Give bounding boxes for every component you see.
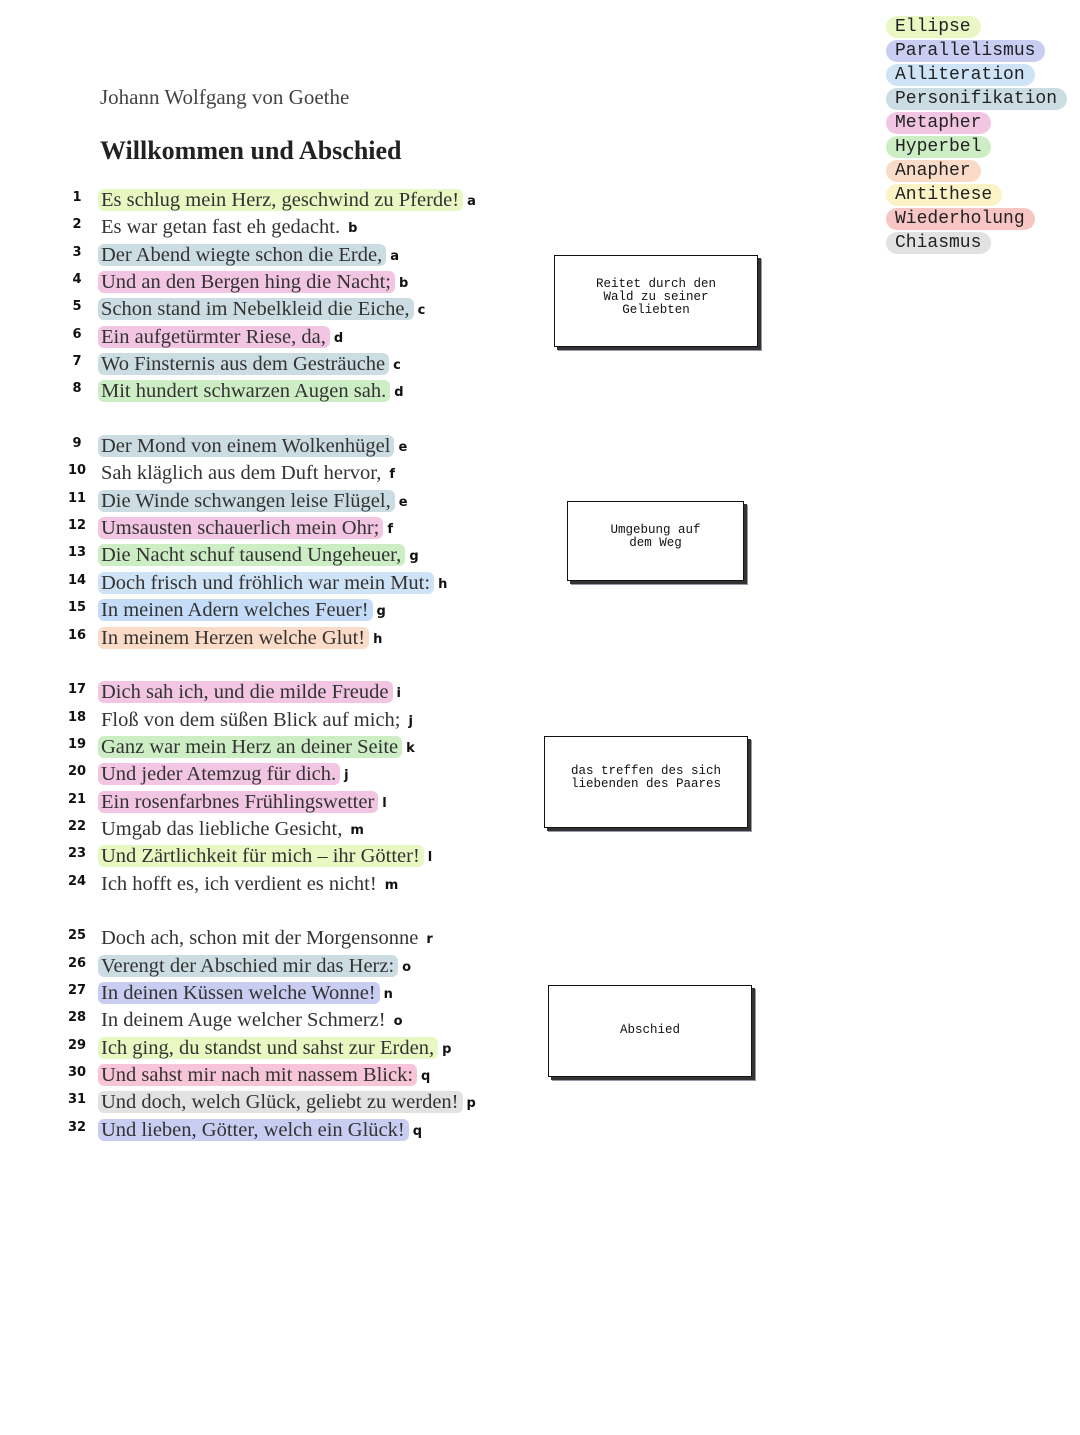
line-number: 17 [67, 682, 87, 698]
poem-line [66, 788, 546, 815]
line-text-wrap [98, 1089, 476, 1118]
line-text: Es schlug mein Herz, geschwind zu Pferde! [98, 189, 463, 211]
legend-label: Wiederholung [886, 208, 1035, 230]
line-text-wrap [98, 980, 393, 1009]
legend-label: Ellipse [886, 16, 981, 38]
line-text-wrap [98, 324, 343, 353]
legend-label: Parallelismus [886, 40, 1045, 62]
note-text: das treffen des sich liebenden des Paares [570, 764, 722, 791]
rhyme-letter: k [406, 740, 415, 756]
poem-line [66, 541, 546, 568]
line-text: Der Mond von einem Wolkenhügel [98, 435, 394, 457]
poem-line [66, 432, 546, 459]
rhyme-letter: b [398, 276, 409, 292]
rhyme-letter: o [402, 959, 412, 975]
line-text: Und doch, welch Glück, geliebt zu werden! [98, 1091, 463, 1113]
line-text-wrap [98, 1062, 430, 1091]
line-text: Ich hofft es, ich verdient es nicht! [101, 872, 377, 895]
legend-label: Anapher [886, 160, 981, 182]
line-text-wrap [98, 1117, 422, 1146]
poem-line [66, 350, 546, 377]
line-number: 16 [67, 627, 87, 643]
line-number: 12 [67, 518, 87, 534]
note-text: Abschied [619, 1023, 680, 1037]
line-text-wrap [98, 597, 386, 626]
rhyme-letter: c [393, 358, 401, 374]
rhyme-letter: h [373, 631, 383, 647]
rhyme-letter: f [387, 522, 394, 538]
line-number: 18 [67, 709, 87, 725]
line-number: 11 [67, 490, 87, 506]
line-text: Verengt der Abschied mir das Herz: [98, 955, 398, 977]
legend-label: Chiasmus [886, 232, 991, 254]
line-text-wrap [98, 187, 476, 216]
poem-line [66, 1088, 546, 1115]
poem-line [66, 952, 546, 979]
line-text-wrap [98, 679, 401, 708]
rhyme-letter: h [438, 576, 448, 592]
poem-line [66, 815, 546, 842]
rhyme-letter: m [384, 877, 399, 893]
note-text: Reitet durch den Wald zu seiner Geliebten [595, 277, 717, 317]
legend-item [886, 112, 1076, 136]
line-number: 22 [67, 818, 87, 834]
line-text-wrap [98, 816, 364, 845]
rhyme-letter: d [394, 385, 404, 401]
line-text: Sah kläglich aus dem Duft hervor, [101, 462, 382, 485]
poem-line [66, 377, 546, 404]
line-number: 28 [67, 1010, 87, 1026]
line-text: Und Zärtlichkeit für mich – ihr Götter! [98, 845, 424, 867]
note-stanza-2 [567, 501, 744, 581]
poem-line [66, 733, 546, 760]
rhyme-letter: b [348, 221, 358, 237]
line-text-wrap [98, 378, 404, 407]
poem-line [66, 569, 546, 596]
line-text: Und an den Bergen hing die Nacht; [98, 271, 395, 293]
line-text: Der Abend wiegte schon die Erde, [98, 244, 386, 266]
rhyme-letter: l [427, 850, 433, 866]
poem-line [66, 1034, 546, 1061]
note-stanza-4 [548, 985, 752, 1077]
line-text-wrap [98, 953, 411, 982]
rhyme-letter: e [398, 440, 408, 456]
line-text: Mit hundert schwarzen Augen sah. [98, 380, 390, 402]
line-text-wrap [98, 515, 393, 544]
line-text-wrap [98, 761, 349, 790]
poem-line [66, 924, 546, 951]
line-number: 25 [67, 928, 87, 944]
line-number: 6 [72, 326, 82, 342]
note-text: Umgebung auf dem Weg [610, 523, 701, 550]
rhyme-letter: q [412, 1123, 423, 1139]
poem-body [66, 186, 546, 1143]
legend [886, 16, 1076, 256]
legend-item [886, 136, 1076, 160]
poem-line [66, 870, 546, 897]
line-text: Ein aufgetürmter Riese, da, [98, 326, 330, 348]
rhyme-letter: r [426, 932, 433, 948]
line-text: Wo Finsternis aus dem Gesträuche [98, 353, 389, 375]
poem-line [66, 1116, 546, 1143]
line-number: 23 [67, 846, 87, 862]
line-number: 20 [67, 764, 87, 780]
note-stanza-1 [554, 255, 758, 347]
legend-label: Antithese [886, 184, 1002, 206]
line-text-wrap [98, 1035, 451, 1064]
line-number: 29 [67, 1037, 87, 1053]
line-text-wrap [98, 433, 407, 462]
rhyme-letter: o [393, 1014, 403, 1030]
rhyme-letter: q [421, 1069, 431, 1084]
line-text: Es war getan fast eh gedacht. [101, 216, 341, 239]
legend-label: Metapher [886, 112, 991, 134]
line-number: 13 [67, 545, 87, 561]
rhyme-letter: g [409, 549, 419, 565]
line-text-wrap [98, 1007, 403, 1036]
rhyme-letter: g [376, 604, 386, 620]
legend-item [886, 184, 1076, 208]
line-text-wrap [98, 488, 408, 517]
line-text-wrap [98, 351, 401, 380]
line-number: 2 [72, 217, 82, 233]
poem-line [66, 624, 546, 651]
poem-line [66, 241, 546, 268]
line-text: Dich sah ich, und die milde Freude [98, 681, 393, 703]
line-number: 5 [72, 299, 82, 315]
rhyme-letter: j [408, 713, 413, 729]
legend-item [886, 232, 1076, 256]
line-text: Und jeder Atemzug für dich. [98, 763, 340, 785]
legend-item [886, 160, 1076, 184]
line-text: Umgab das liebliche Gesicht, [101, 817, 343, 840]
note-stanza-3 [544, 736, 748, 828]
line-text: In meinen Adern welches Feuer! [98, 599, 373, 621]
line-text-wrap [98, 570, 447, 599]
rhyme-letter: d [333, 330, 344, 346]
rhyme-letter: e [398, 494, 408, 510]
poem-line [66, 596, 546, 623]
poem-line [66, 323, 546, 350]
line-text-wrap [98, 734, 415, 763]
rhyme-letter: l [382, 795, 387, 811]
line-number: 4 [72, 272, 82, 288]
legend-item [886, 88, 1076, 112]
line-number: 14 [67, 572, 87, 588]
line-number: 19 [67, 736, 87, 752]
line-number: 10 [67, 463, 87, 479]
rhyme-letter: n [383, 986, 393, 1002]
rhyme-letter: c [417, 303, 426, 319]
line-text-wrap [98, 542, 419, 571]
rhyme-letter: a [390, 248, 399, 264]
line-number: 1 [72, 190, 82, 205]
poem-line [66, 706, 546, 733]
line-text: In deinem Auge welcher Schmerz! [101, 1009, 386, 1032]
legend-item [886, 40, 1076, 64]
line-number: 32 [67, 1119, 87, 1135]
line-text-wrap [98, 242, 399, 271]
poem-line [66, 459, 546, 486]
poem-author: Johann Wolfgang von Goethe [100, 85, 350, 109]
line-text: Schon stand im Nebelkleid die Eiche, [98, 298, 414, 320]
line-text-wrap [98, 789, 387, 818]
legend-label: Personifikation [886, 88, 1067, 110]
poem-line [66, 678, 546, 705]
poem-line [66, 760, 546, 787]
line-number: 7 [72, 354, 82, 370]
line-number: 31 [67, 1092, 87, 1108]
line-text: Floß von dem süßen Blick auf mich; [101, 708, 401, 731]
line-text: In meinem Herzen welche Glut! [98, 627, 369, 649]
line-text: In deinen Küssen welche Wonne! [98, 982, 380, 1004]
line-text: Ein rosenfarbnes Frühlingswetter [98, 791, 378, 813]
line-number: 26 [67, 955, 87, 971]
line-text: Doch ach, schon mit der Morgensonne [101, 927, 419, 950]
line-text: Doch frisch und fröhlich war mein Mut: [98, 572, 434, 594]
poem-line [66, 268, 546, 295]
line-text: Die Winde schwangen leise Flügel, [98, 490, 395, 512]
poem-line [66, 1006, 546, 1033]
rhyme-letter: j [344, 768, 349, 784]
poem-title: Willkommen und Abschied [100, 136, 402, 165]
line-text: Ich ging, du standst und sahst zur Erden, [98, 1037, 438, 1059]
line-text-wrap [98, 460, 395, 489]
line-number: 21 [67, 791, 87, 807]
legend-label: Hyperbel [886, 136, 991, 158]
poem-line [66, 186, 546, 213]
poem-line [66, 514, 546, 541]
line-text: Ganz war mein Herz an deiner Seite [98, 736, 402, 758]
legend-item [886, 208, 1076, 232]
line-text-wrap [98, 707, 413, 736]
line-text-wrap [98, 925, 433, 954]
poem-line [66, 979, 546, 1006]
poem-line [66, 842, 546, 869]
poem-line [66, 295, 546, 322]
line-text-wrap [98, 843, 432, 872]
line-text-wrap [98, 214, 357, 243]
line-text: Und lieben, Götter, welch ein Glück! [98, 1119, 409, 1141]
line-text-wrap [98, 296, 425, 325]
legend-item [886, 64, 1076, 88]
line-text-wrap [98, 871, 398, 900]
poem-line [66, 213, 546, 240]
line-text: Und sahst mir nach mit nassem Blick: [98, 1064, 417, 1086]
line-number: 24 [67, 873, 87, 889]
line-text-wrap [98, 625, 382, 654]
legend-item [886, 16, 1076, 40]
legend-label: Alliteration [886, 64, 1035, 86]
rhyme-letter: f [389, 467, 396, 483]
line-number: 30 [67, 1065, 87, 1080]
line-number: 27 [67, 982, 87, 998]
poem-line [66, 487, 546, 514]
line-number: 3 [72, 244, 82, 260]
line-number: 8 [72, 381, 82, 397]
rhyme-letter: a [467, 194, 476, 209]
rhyme-letter: p [442, 1041, 452, 1057]
line-text: Die Nacht schuf tausend Ungeheuer, [98, 544, 405, 566]
line-number: 15 [67, 600, 87, 616]
rhyme-letter: i [396, 686, 401, 702]
rhyme-letter: m [350, 822, 364, 838]
line-text-wrap [98, 269, 408, 298]
poem-line [66, 1061, 546, 1088]
line-number: 9 [72, 436, 82, 452]
rhyme-letter: p [466, 1096, 476, 1112]
line-text: Umsausten schauerlich mein Ohr; [98, 517, 383, 539]
